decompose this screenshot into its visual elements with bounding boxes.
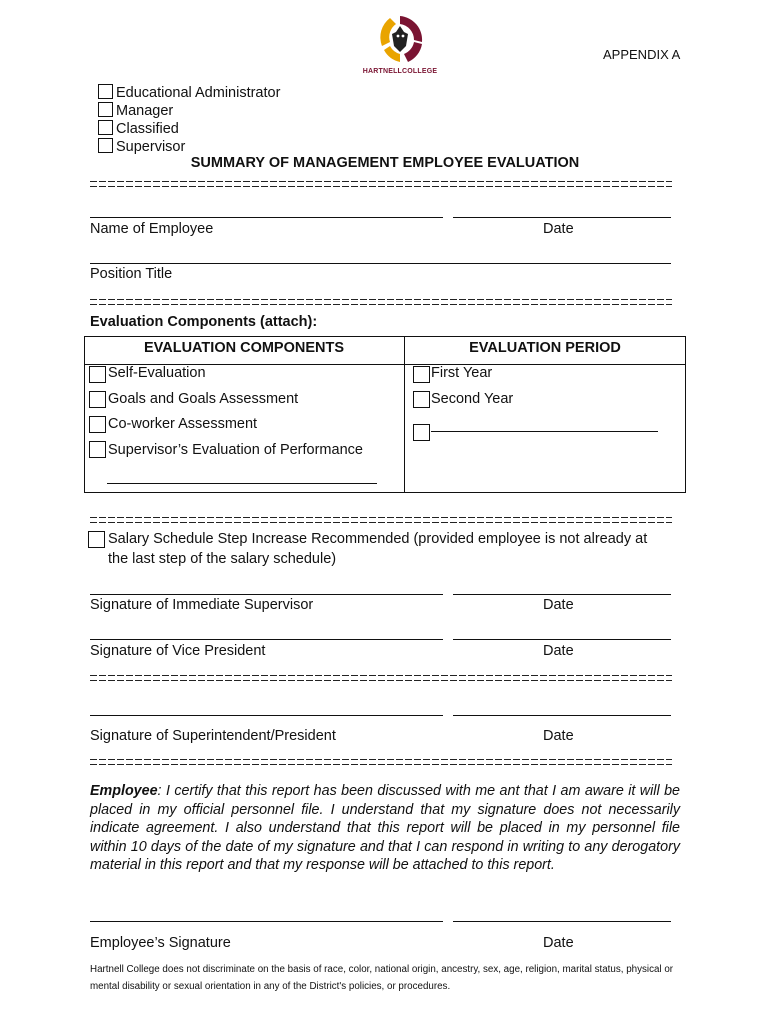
- period-column-header: EVALUATION PERIOD: [469, 340, 621, 356]
- checkbox-supervisor[interactable]: [98, 138, 113, 153]
- president-date-line[interactable]: [453, 715, 671, 716]
- position-title-label: Position Title: [90, 266, 173, 282]
- footer-line2: mental disability or sexual orientation in any of the District's policies, or procedures.: [90, 980, 451, 992]
- checkbox-classified[interactable]: [98, 120, 113, 135]
- divider: [90, 181, 672, 187]
- employee-signature-label: Employee’s Signature: [90, 935, 231, 951]
- period-label: Second Year: [431, 391, 514, 407]
- date-label: Date: [543, 597, 574, 613]
- component-label: Co-worker Assessment: [108, 416, 258, 432]
- role-label: Educational Administrator: [116, 85, 281, 101]
- checkbox-coworker-assessment[interactable]: [89, 416, 106, 433]
- divider: [90, 299, 672, 305]
- vp-date-line[interactable]: [453, 639, 671, 640]
- date-label: Date: [543, 935, 574, 951]
- component-label: Self-Evaluation: [108, 365, 206, 381]
- salary-text-line2: the last step of the salary schedule): [108, 551, 337, 567]
- logo-text: HARTNELLCOLLEGE: [362, 68, 438, 75]
- supervisor-signature-label: Signature of Immediate Supervisor: [90, 597, 314, 613]
- nondiscrimination-footer: [90, 962, 710, 995]
- employee-signature-line[interactable]: [90, 921, 443, 922]
- footer-line1: Hartnell College does not discriminate on the basis of race, color, national origin, ancestry, sex, age, religion, marital status, physical or: [90, 964, 674, 975]
- checkbox-other-period[interactable]: [413, 424, 430, 441]
- checkbox-self-evaluation[interactable]: [89, 366, 106, 383]
- divider: [90, 675, 672, 681]
- period-label: First Year: [431, 365, 493, 381]
- checkbox-manager[interactable]: [98, 102, 113, 117]
- employee-certification: [90, 782, 680, 875]
- vp-signature-label: Signature of Vice President: [90, 643, 266, 659]
- president-signature-line[interactable]: [90, 715, 443, 716]
- other-period-line[interactable]: [431, 431, 658, 432]
- page-title: SUMMARY OF MANAGEMENT EMPLOYEE EVALUATION: [190, 155, 580, 171]
- checkbox-goals-assessment[interactable]: [89, 391, 106, 408]
- supervisor-date-line[interactable]: [453, 594, 671, 595]
- position-title-line[interactable]: [90, 263, 671, 264]
- employee-name-line[interactable]: [90, 217, 443, 218]
- college-logo: [360, 12, 440, 82]
- role-label: Manager: [116, 103, 174, 119]
- checkbox-second-year[interactable]: [413, 391, 430, 408]
- component-label: Goals and Goals Assessment: [108, 391, 299, 407]
- role-label: Supervisor: [116, 139, 186, 155]
- checkbox-salary-increase[interactable]: [88, 531, 105, 548]
- components-heading: Evaluation Components (attach):: [90, 314, 318, 330]
- checkbox-supervisor-evaluation[interactable]: [89, 441, 106, 458]
- date-line[interactable]: [453, 217, 671, 218]
- divider: [90, 759, 672, 765]
- vp-signature-line[interactable]: [90, 639, 443, 640]
- date-label: Date: [543, 643, 574, 659]
- table-column-divider: [404, 337, 405, 492]
- divider: [90, 517, 672, 523]
- date-label: Date: [543, 221, 574, 237]
- checkbox-educational-administrator[interactable]: [98, 84, 113, 99]
- other-component-line[interactable]: [107, 483, 377, 484]
- supervisor-signature-line[interactable]: [90, 594, 443, 595]
- salary-text-line1: Salary Schedule Step Increase Recommended (provided employee is not already at: [108, 531, 648, 547]
- hartnell-logo-icon: [360, 12, 440, 68]
- certification-label: Employee: [90, 783, 158, 799]
- component-label: Supervisor’s Evaluation of Performance: [108, 442, 363, 458]
- checkbox-first-year[interactable]: [413, 366, 430, 383]
- name-of-employee-label: Name of Employee: [90, 221, 214, 237]
- president-signature-label: Signature of Superintendent/President: [90, 728, 336, 744]
- role-label: Classified: [116, 121, 179, 137]
- employee-date-line[interactable]: [453, 921, 671, 922]
- certification-text: : I certify that this report has been discussed with me ant that I am aware it will be placed in my official personnel file. I understand that my signature does not necessarily indicate agreement. I also understand that this report will be placed in my personnel file within 10 days of the date of my signature and that I can respond in writing to any derogatory material in this report and that my response will be attached to this report.: [90, 783, 680, 873]
- components-column-header: EVALUATION COMPONENTS: [143, 340, 345, 356]
- appendix-label: APPENDIX A: [603, 47, 681, 62]
- date-label: Date: [543, 728, 574, 744]
